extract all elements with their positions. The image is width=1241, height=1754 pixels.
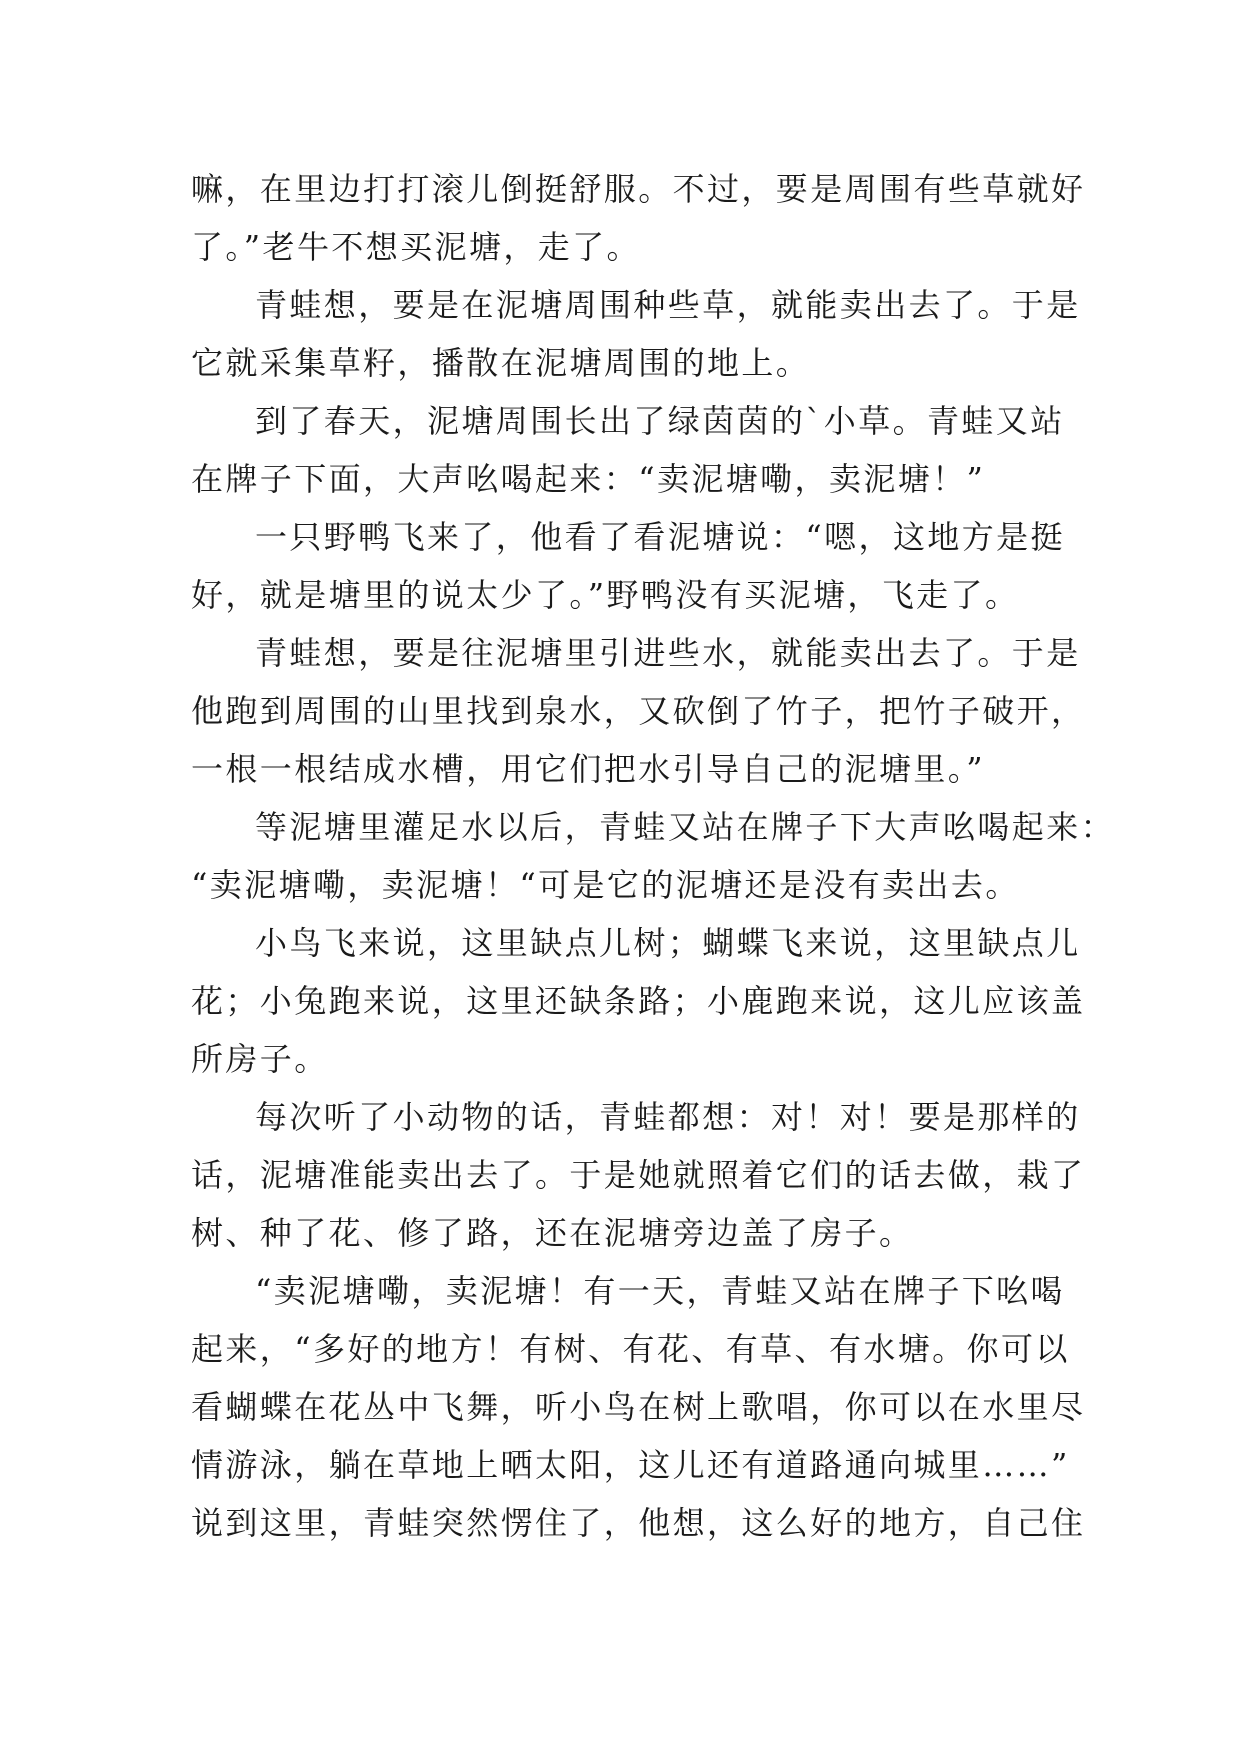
text-line: “卖泥塘嘞，卖泥塘！“可是它的泥塘还是没有卖出去。	[191, 866, 1020, 904]
text-line: 花；小兔跑来说，这里还缺条路；小鹿跑来说，这儿应该盖	[191, 982, 1086, 1020]
paragraph-first-line: 小鸟飞来说，这里缺点儿树；蝴蝶飞来说，这里缺点儿	[255, 924, 1081, 962]
text-line: 情游泳，躺在草地上晒太阳，这儿还有道路通向城里……”	[191, 1446, 1070, 1484]
paragraph-first-line: 每次听了小动物的话，青蛙都想：对！对！要是那样的	[255, 1098, 1081, 1136]
text-line: 起来，“多好的地方！有树、有花、有草、有水塘。你可以	[191, 1330, 1070, 1368]
text-line: 在牌子下面，大声吆喝起来：“卖泥塘嘞，卖泥塘！”	[191, 460, 986, 498]
text-line: 树、种了花、修了路，还在泥塘旁边盖了房子。	[191, 1214, 914, 1252]
paragraph-first-line: 青蛙想，要是往泥塘里引进些水，就能卖出去了。于是	[255, 634, 1081, 672]
paragraph-first-line: 青蛙想，要是在泥塘周围种些草，就能卖出去了。于是	[255, 286, 1081, 324]
text-line: 看蝴蝶在花丛中飞舞，听小鸟在树上歌唱，你可以在水里尽	[191, 1388, 1086, 1426]
text-line: 所房子。	[191, 1040, 329, 1078]
paragraph-first-line: 一只野鸭飞来了，他看了看泥塘说：“嗯，这地方是挺	[255, 518, 1065, 556]
text-line: 好，就是塘里的说太少了。”野鸭没有买泥塘，飞走了。	[191, 576, 1020, 614]
paragraph-first-line: 等泥塘里灌足水以后，青蛙又站在牌子下大声吆喝起来：	[255, 808, 1116, 846]
text-line: 了。”老牛不想买泥塘，走了。	[191, 228, 641, 266]
story-text	[191, 160, 1116, 1552]
paragraph-first-line: 到了春天，泥塘周围长出了绿茵茵的`小草。青蛙又站	[255, 402, 1065, 440]
text-line: 嘛，在里边打打滚儿倒挺舒服。不过，要是周围有些草就好	[191, 170, 1086, 208]
text-line: 说到这里，青蛙突然愣住了，他想，这么好的地方，自己住	[191, 1504, 1086, 1542]
text-line: 他跑到周围的山里找到泉水，又砍倒了竹子，把竹子破开，	[191, 692, 1086, 730]
text-line: 它就采集草籽，播散在泥塘周围的地上。	[191, 344, 811, 382]
paragraph-first-line: “卖泥塘嘞，卖泥塘！有一天，青蛙又站在牌子下吆喝	[255, 1272, 1065, 1310]
text-line: 话，泥塘准能卖出去了。于是她就照着它们的话去做，栽了	[191, 1156, 1086, 1194]
text-line: 一根一根结成水槽，用它们把水引导自己的泥塘里。”	[191, 750, 985, 788]
